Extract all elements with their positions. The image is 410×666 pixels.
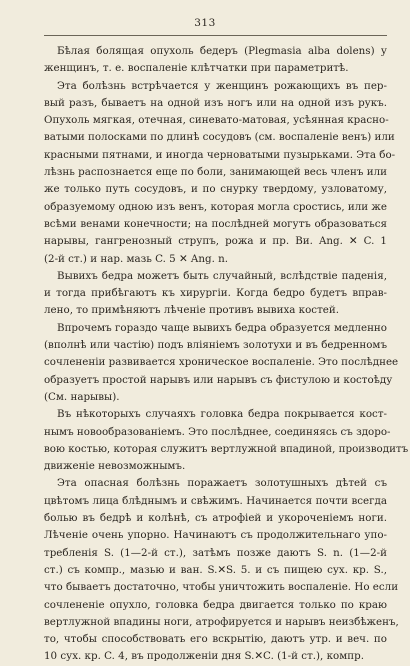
body-text [44, 43, 409, 666]
text-line: ст.) съ компр., мазью и ван. S.✕S. 5. и съ пищею сух. кр. S., [44, 563, 387, 576]
text-line: цвѣтомъ лица блѣднымъ и свѣжимъ. Начинается почти всегда [44, 494, 387, 507]
text-line: лено, то примѣняютъ лѣченіе противъ вывиха костей. [44, 304, 339, 317]
text-line: движеніе невозможнымъ. [44, 460, 186, 473]
text-line: всѣми венами конечности; на послѣдней могутъ образоваться [44, 217, 387, 230]
text-line: Въ нѣкоторыхъ случаяхъ головка бедра покрывается кост- [57, 408, 387, 421]
text-line: Впрочемъ гораздо чаще вывихъ бедра образуется медленно [57, 321, 387, 334]
text-line: Лѣченіе очень упорно. Начинаютъ съ продолжительнаго упо- [44, 529, 387, 542]
text-line: красными пятнами, и иногда черноватыми пузырьками. Эта бо- [44, 148, 396, 161]
text-line: (См. нарывы). [44, 390, 120, 403]
text-line: Эта болѣзнь встрѣчается у женщинъ рожающихъ въ пер- [57, 79, 387, 92]
text-line: 10 сух. кр. C. 4, въ продолженіи дня S.✕C. (1-й ст.), компр. [44, 650, 364, 663]
text-line: нарывы, гангренозный струпъ, рожа и пр. Ви. Ang. ✕ C. 1 [44, 235, 387, 248]
text-line: требленія S. (1—2-й ст.), затѣмъ позже даютъ S. n. (1—2-й [44, 546, 387, 559]
text-line: же только путь сосудовъ, и по снурку твердому, узловатому, [44, 183, 387, 196]
text-line: Опухоль мягкая, отечная, синевато-матовая, усѣянная красно- [44, 114, 389, 127]
page-number: 313 [194, 17, 216, 29]
text-line: и тогда прибѣгаютъ къ хирургіи. Когда бедро будетъ вправ- [44, 287, 387, 300]
text-line: образуемому одною изъ венъ, которая могла сростись, или же [44, 200, 387, 213]
text-line: сочлененіе опухло, головка бедра двигается только по краю [44, 598, 387, 611]
text-line: Вывихъ бедра можетъ быть случайный, вслѣдствіе паденія, [57, 269, 387, 282]
text-line: Эта опасная болѣзнь поражаетъ золотушныхъ дѣтей съ [57, 477, 387, 490]
text-line: (2-й ст.) и нар. мазь C. 5 ✕ Ang. n. [44, 252, 229, 265]
text-line: то, чтобы способствовать его вскрытію, даютъ утр. и веч. по [44, 633, 387, 646]
header-rule [44, 35, 387, 36]
text-line: лѣзнь распознается еще по боли, занимающей весь членъ или [44, 166, 387, 179]
text-line: вертлужной впадины ноги, атрофируется и нарывъ неизбѣженъ, [44, 615, 399, 628]
text-line: ватыми полосками по длинѣ сосудовъ (см. воспаленіе венъ) или [44, 131, 395, 144]
text-line: что бываетъ достаточно, чтобы уничтожить воспаленіе. Но если [44, 581, 399, 594]
text-line: вою костью, которая служитъ вертлужной впадиной, производитъ [44, 442, 409, 455]
text-line: болью въ бедрѣ и колѣнѣ, съ атрофіей и укороченіемъ ноги. [44, 512, 387, 525]
text-line: женщинъ, т. е. воспаленіе клѣтчатки при параметритѣ. [44, 62, 349, 75]
text-line: Бѣлая болящая опухоль бедеръ (Plegmasia alba dolens) у [57, 45, 387, 57]
text-line: образуетъ простой нарывъ или нарывъ съ фистулою и костоѣду [44, 373, 393, 386]
text-line: нымъ новообразованіемъ. Это послѣднее, соединяясь съ здоро- [44, 425, 391, 438]
text-line: сочлененіи развивается хроническое воспаленіе. Это послѣднее [44, 356, 399, 369]
text-line: (вполнѣ или частію) подъ вліяніемъ золотухи и въ бедренномъ [44, 339, 387, 352]
text-line: вый разъ, бываетъ на одной изъ ногъ или на одной изъ рукъ. [44, 96, 387, 109]
